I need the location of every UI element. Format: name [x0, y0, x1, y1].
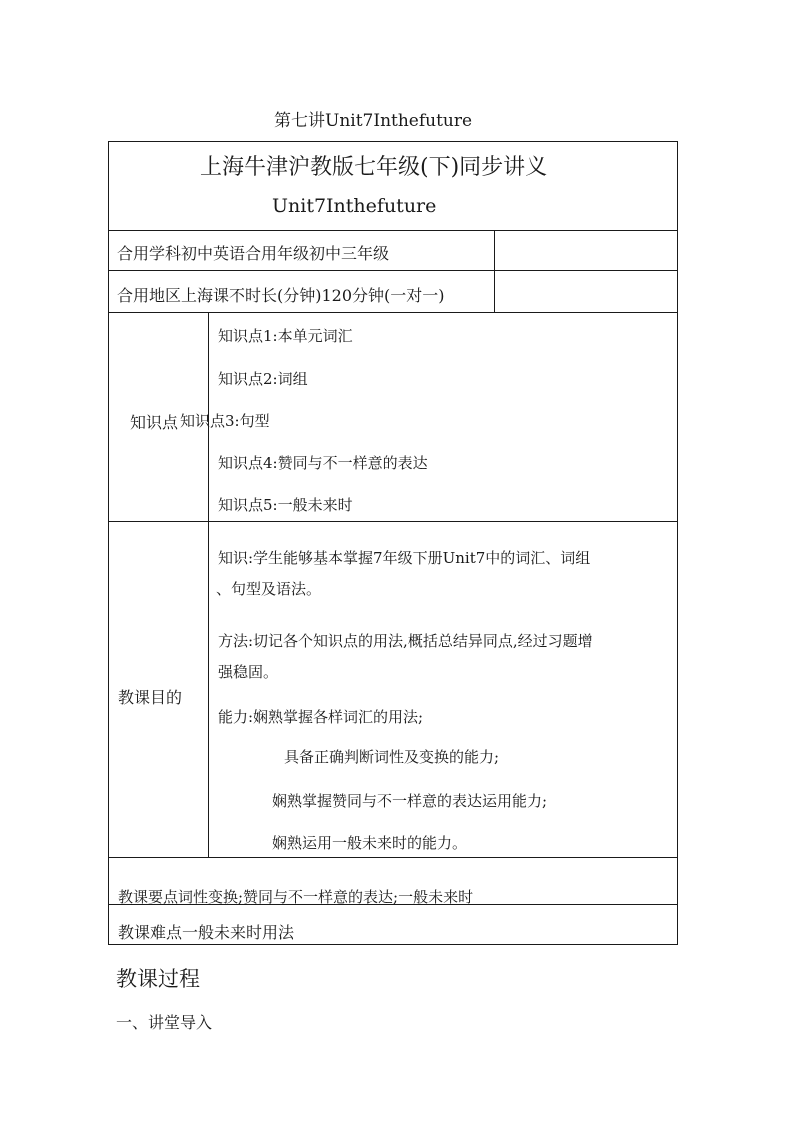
objective-ability-line: 具备正确判断词性及变换的能力;	[284, 748, 500, 766]
knowledge-item: 知识点2:词组	[218, 370, 308, 388]
objective-ability-line: 能力:娴熟掌握各样词汇的用法;	[218, 708, 424, 726]
table-column-divider	[208, 312, 209, 857]
table-row-divider	[108, 521, 678, 522]
objective-method-line: 方法:切记各个知识点的用法,概括总结异同点,经过习题增	[218, 632, 593, 650]
lecture-title: 第七讲Unit7Inthefuture	[274, 111, 473, 131]
table-border-right	[677, 141, 678, 945]
objective-knowledge-line: 、句型及语法。	[216, 580, 322, 598]
table-row-divider	[108, 857, 678, 858]
table-title: 上海牛津沪教版七年级(下)同步讲义	[200, 155, 548, 180]
subsection-heading: 一、讲堂导入	[116, 1013, 213, 1032]
objectives-label: 教课目的	[118, 688, 183, 707]
knowledge-item: 知识点4:赞同与不一样意的表达	[218, 454, 428, 472]
section-heading: 教课过程	[116, 967, 200, 991]
table-row-divider	[108, 270, 678, 271]
knowledge-item: 知识点3:句型	[180, 412, 270, 430]
key-points-row: 教课要点词性变换;赞同与不一样意的表达;一般未来时	[118, 888, 474, 906]
table-border-left	[108, 141, 109, 945]
table-border-top	[108, 141, 678, 142]
difficult-points-row: 教课难点一般未来时用法	[118, 923, 295, 942]
region-duration-row: 合用地区上海课不时长(分钟)120分钟(一对一)	[117, 286, 445, 305]
table-subtitle: Unit7Inthefuture	[272, 195, 437, 217]
table-cell-divider	[494, 230, 495, 312]
knowledge-item: 知识点5:一般未来时	[218, 496, 353, 514]
objective-ability-line: 娴熟掌握赞同与不一样意的表达运用能力;	[272, 792, 548, 810]
subject-grade-row: 合用学科初中英语合用年级初中三年级	[117, 244, 390, 263]
table-row-divider	[108, 230, 678, 231]
objective-ability-line: 娴熟运用一般未来时的能力。	[272, 834, 468, 852]
objective-method-line: 强稳固。	[218, 663, 279, 681]
table-row-divider	[108, 312, 678, 313]
objective-knowledge-line: 知识:学生能够基本掌握7年级下册Unit7中的词汇、词组	[218, 549, 591, 567]
knowledge-label: 知识点	[130, 413, 179, 432]
knowledge-item: 知识点1:本单元词汇	[218, 327, 353, 345]
table-border-bottom	[108, 944, 678, 945]
